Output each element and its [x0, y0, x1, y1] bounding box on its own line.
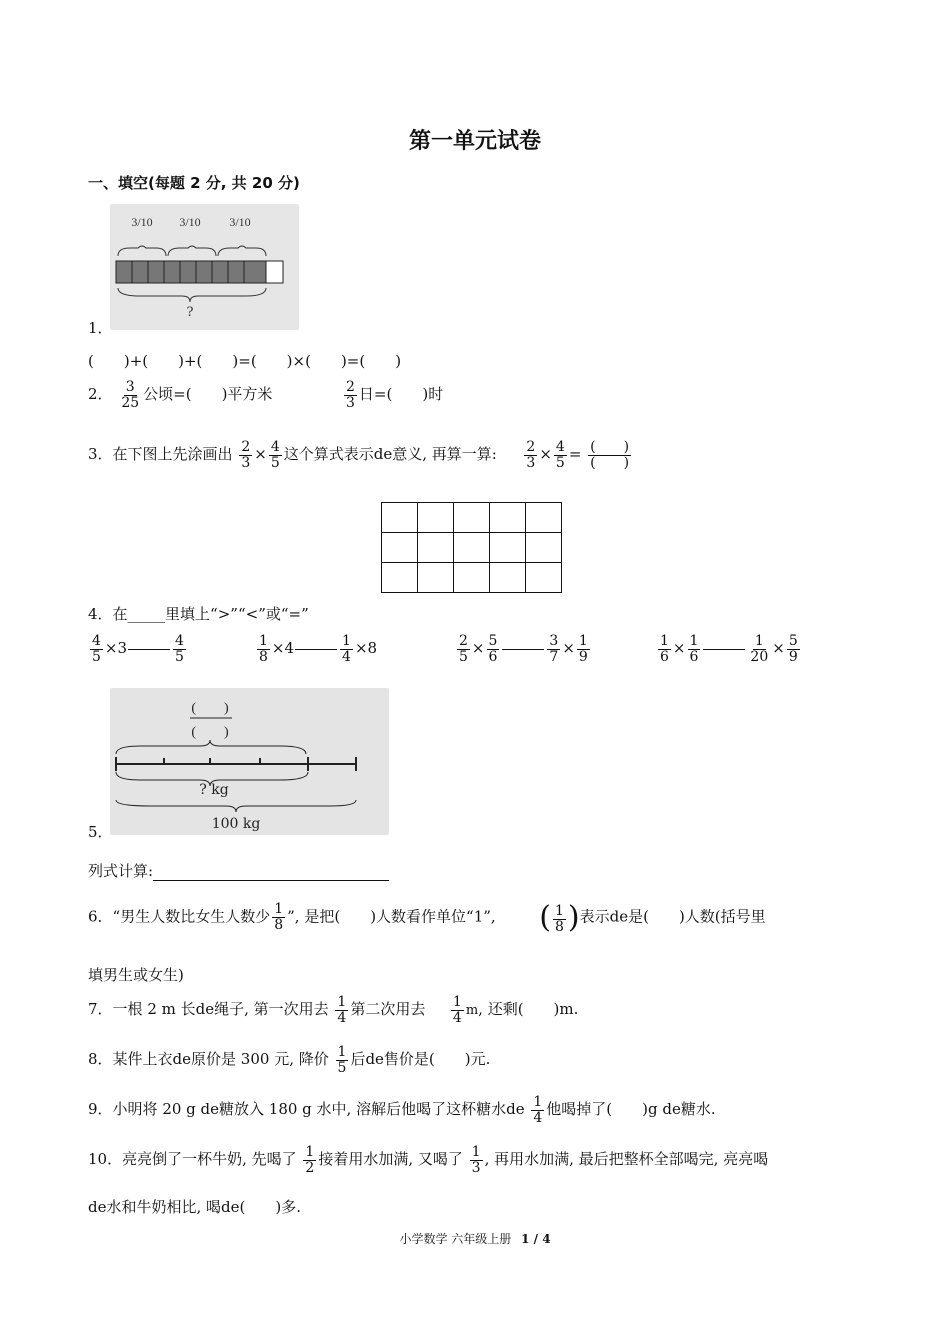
q9-number: 9．: [88, 1100, 113, 1119]
q1-fig-label-3: 3/10: [229, 215, 251, 229]
q3-number: 3．: [88, 445, 113, 464]
q2-fraction-2: $\frac{2}{3}$: [346, 379, 355, 411]
q3-fraction-b2: $\frac{4}{5}$: [555, 439, 565, 471]
q1-bar-diagram: [110, 204, 299, 330]
q4-instruction: [88, 603, 309, 624]
q5-figure: [110, 688, 389, 835]
q5-fig-total: 100 kg: [211, 816, 261, 832]
q8: [88, 1045, 490, 1075]
q4-text: 在_____里填上“>”“<”或“=”: [112, 605, 309, 623]
q6-fraction: $\frac{1}{8}$: [274, 901, 284, 933]
q1-number: 1．: [88, 319, 113, 337]
q5-fig-bottom: ( ): [191, 725, 229, 740]
q1-fig-question: ?: [186, 305, 194, 320]
q9: [88, 1095, 716, 1125]
q7-number: 7．: [88, 1000, 113, 1019]
page-number: 1 / 4: [521, 1232, 551, 1246]
q3-answer-fraction[interactable]: $\frac{( )}{( )}$: [590, 439, 630, 471]
q1-fig-label-1: 3/10: [131, 215, 153, 229]
q10-fraction-2: $\frac{1}{3}$: [471, 1144, 481, 1176]
page-footer: [0, 1230, 950, 1247]
q4-blank-4[interactable]: [703, 648, 745, 650]
q6: [88, 900, 766, 935]
q3-text-1: 在下图上先涂画出: [112, 445, 233, 464]
q1-answer-line: ( )+( )+( )=( )×( )=( ): [88, 352, 402, 370]
q7-fraction-2: $\frac{1}{4}$: [452, 994, 462, 1026]
q4-blank-2[interactable]: [295, 648, 337, 650]
q6-text-2: ”, 是把( )人数看作单位“1”,: [287, 907, 496, 926]
q3-fraction-b: $\frac{4}{5}$: [270, 439, 280, 471]
q4-item-3: $\frac{2}{5}$ × $\frac{5}{6}$ $\frac{3}{7}$ × $\frac{1}{9}$: [459, 633, 588, 665]
q6-text-3: 表示de是( )人数(括号里: [579, 907, 766, 926]
q6-text-1: “男生人数比女生人数少: [112, 907, 271, 926]
q7-text-1: 一根 2 m 长de绳子, 第一次用去: [112, 1000, 329, 1019]
q8-text-1: 某件上衣de原价是 300 元, 降价: [112, 1050, 329, 1069]
q4-blank-3[interactable]: [502, 648, 544, 650]
q10-fraction-1: $\frac{1}{2}$: [305, 1144, 315, 1176]
q4-blank-1[interactable]: [128, 648, 170, 650]
q7-text-3: , 还剩( )m.: [478, 1000, 579, 1019]
q9-fraction: $\frac{1}{4}$: [533, 1094, 543, 1126]
q1-figure: [110, 204, 299, 330]
q3-grid[interactable]: [381, 502, 562, 593]
q8-text-2: 后de售价是( )元.: [350, 1050, 491, 1069]
q2-number: 2．: [88, 385, 113, 404]
q7-fraction-1: $\frac{1}{4}$: [337, 994, 347, 1026]
q3: 3．在下图上先涂画出 $\frac{2}{3}$ × $\frac{4}{5}$ 这个算式表示de意义, 再算一算: $\frac{2}{3}$ × $\frac{4}{5}$ = $\frac{( )}{( )}$: [88, 439, 630, 471]
q2-text-1: 公顷=( )平方米: [143, 385, 273, 404]
q6-number: 6．: [88, 907, 113, 926]
q5-text: 列式计算:: [88, 862, 154, 880]
q5-number: 5．: [88, 823, 113, 841]
q1-fig-label-2: 3/10: [179, 215, 201, 229]
q6-text-4: 填男生或女生): [88, 966, 184, 984]
q5-answer-blank[interactable]: [153, 865, 389, 881]
q5-segment-diagram: [110, 688, 389, 835]
q5-fig-top: ( ): [191, 701, 229, 716]
q9-text-1: 小明将 20 g de糖放入 180 g 水中, 溶解后他喝了这杯糖水de: [112, 1100, 525, 1119]
q3-fraction-a: $\frac{2}{3}$: [241, 439, 251, 471]
q6-paren-fraction: ( $\frac{1}{8}$ ): [539, 900, 580, 935]
q2: [88, 380, 443, 410]
q10-number: 10．: [88, 1150, 123, 1169]
q5-fig-mid: ? kg: [199, 782, 229, 798]
q10-text-3: , 再用水加满, 最后把整杯全部喝完, 亮亮喝: [484, 1150, 769, 1169]
q10-text-4: de水和牛奶相比, 喝de( )多.: [88, 1198, 301, 1216]
q7-text-2: 第二次用去: [350, 1000, 426, 1019]
q3-text-2: 这个算式表示de意义, 再算一算:: [283, 445, 497, 464]
q7: [88, 995, 578, 1025]
q5-line: [88, 860, 389, 881]
q8-fraction: $\frac{1}{5}$: [337, 1044, 347, 1076]
section-heading: 一、填空(每题 2 分, 共 20 分): [88, 174, 300, 192]
footer-text: 小学数学 六年级上册: [399, 1232, 512, 1246]
q4-item-1: $\frac{4}{5}$ ×3 $\frac{4}{5}$: [92, 633, 184, 665]
q3-fraction-a2: $\frac{2}{3}$: [526, 439, 536, 471]
q7-unit: m: [465, 1003, 479, 1019]
q4-number: 4．: [88, 605, 113, 623]
q10: [88, 1145, 768, 1175]
q2-text-2: 日=( )时: [358, 385, 444, 404]
q4-item-2: $\frac{1}{8}$ ×4 $\frac{1}{4}$ ×8: [259, 633, 378, 665]
q4-item-4: $\frac{1}{6}$ × $\frac{1}{6}$ $\frac{1}{20}$ × $\frac{5}{9}$: [660, 633, 798, 665]
q8-number: 8．: [88, 1050, 113, 1069]
q10-text-1: 亮亮倒了一杯牛奶, 先喝了: [122, 1150, 297, 1169]
q9-text-2: 他喝掉了( )g de糖水.: [546, 1100, 716, 1119]
q2-fraction-1: $\frac{3}{25}$: [121, 379, 140, 411]
q10-text-2: 接着用水加满, 又喝了: [318, 1150, 463, 1169]
page-title: 第一单元试卷: [408, 129, 541, 154]
